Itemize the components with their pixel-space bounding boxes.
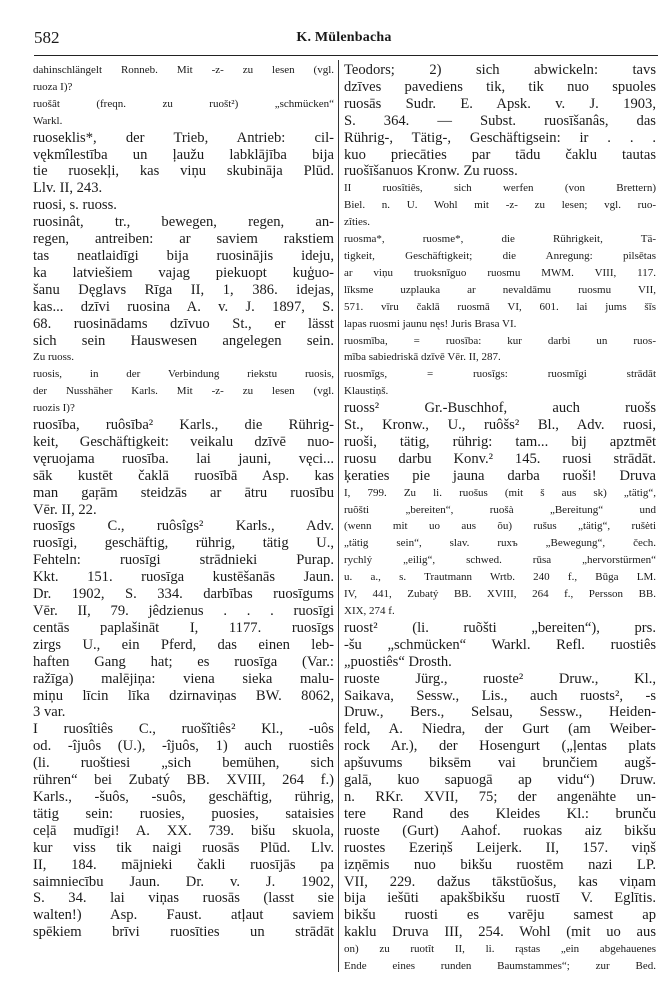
text-line: kur viss tik naigi ruosās Plūd. Llv.	[33, 839, 334, 856]
text-line: tätig sein: ruosies, puosies, sataisies	[33, 805, 334, 822]
text-line: „puostiês“ Drosth.	[344, 653, 452, 670]
text-line: od. -îjuôs (U.), -îjuôs, 1) auch ruostiês	[33, 738, 334, 755]
text-line: S. 34. lai viņas ruosās (lasst sie	[33, 890, 334, 907]
text-line: ruozis I)?	[33, 402, 75, 415]
text-line: ar viņu truoksnīguo ruosmu MWM. VIII, 117.	[344, 266, 656, 279]
text-line: līksme uzplauka ar nevaldāmu ruosmu VII,	[344, 283, 656, 296]
text-line: galā, kuo sapuogā ap vidu“) Druw.	[344, 772, 656, 789]
text-line: ruosīgi, geschäftig, rührig, tätig U.,	[33, 535, 334, 552]
text-line: tie ruosekļi, kas viņu skubināja Plūd.	[33, 163, 334, 180]
text-line: regen, antreiben: ar saviem rakstiem	[33, 231, 334, 248]
text-line: keit, Geschäftigkeit: veikalu dzīvē nuo-	[33, 433, 334, 450]
text-line: miņu līcin līka dzirnaviņas BW. 8062,	[33, 687, 334, 704]
text-line: kaklu Druva III, 254. Wohl (mit uo aus	[344, 924, 656, 941]
text-line: bikšu ruosti es varēju samest ap	[344, 907, 656, 924]
text-line: Fehteln: ruosīgi strādnieki Purap.	[33, 552, 334, 569]
text-line: ruoza I)?	[33, 80, 73, 93]
text-line: 571. vīru čaklā ruosmā VI, 601. lai jums šīs	[344, 300, 656, 313]
text-line: ruosmība, = ruosība: kur darbi un ruos-	[344, 334, 656, 347]
text-line: haften Gang hat; es ruosīga (Var.:	[33, 653, 334, 670]
text-line: feld, A. Niedra, der Gurt (am Weiber-	[344, 721, 656, 738]
header-rule	[34, 55, 658, 56]
text-line: rock Ar.), der Hosengurt („ļentas plats	[344, 738, 656, 755]
text-line: Karls., -šuôs, -suôs, geschäftig, rührig,	[33, 788, 334, 805]
text-line: on) zu ruotît II, li. rąstas „ein abgehauenes	[344, 943, 656, 956]
text-line: ruoss² Gr.-Buschhof, auch ruošs	[344, 400, 656, 417]
text-line: man gaŗām steidzās ar ātru ruosību	[33, 484, 334, 501]
text-line: walten!) Asp. Faust. atļaut saviem	[33, 907, 334, 924]
text-line: ruõšti „bereiten“, ruošà „Bereitung“ und	[344, 503, 656, 516]
text-line: ražīga) malējiņa: viena sieka malu-	[33, 670, 334, 687]
left-column	[33, 62, 334, 941]
text-line: šanu Dęglavs Rīga II, 1, 386. idejas,	[33, 281, 334, 298]
text-line: izņēmis nuo bikšu ruostēm nazi LP.	[344, 856, 656, 873]
text-line: ruosis, in der Verbindung riekstu ruosis,	[33, 368, 334, 381]
text-line: ruoste (Gurt) Aahof. ruokas aiz bikšu	[344, 822, 656, 839]
text-line: zirgs U., ein Pferd, das einen leb-	[33, 636, 334, 653]
column-divider	[338, 60, 339, 972]
text-line: ruost² (li. ruõšti „bereiten“), prs.	[344, 619, 656, 636]
text-line: II ruosîtiês, sich werfen (von Brettern)	[344, 182, 656, 195]
text-line: rühren“ bei Zubatý BB. XVIII, 264 f.)	[33, 772, 334, 789]
text-line: Biel. n. U. Wohl mit -z- zu lesen; vgl. ruo-	[344, 199, 656, 212]
text-line: zîties.	[344, 216, 370, 229]
text-line: Ende eines runden Baumstammes“; zur Bed.	[344, 960, 656, 973]
text-line: kuo priecāties par tādu čaklu tautas	[344, 146, 656, 163]
text-line: ruostes Ezeriņš Leijerk. II, 157. viņš	[344, 839, 656, 856]
text-line: kas... dzīvi ruosina A. v. J. 1897, S.	[33, 298, 334, 315]
text-line: ruošât (freqn. zu ruošt²) „schmücken“	[33, 97, 334, 110]
page-header	[34, 28, 654, 52]
text-line: Warkl.	[33, 114, 63, 127]
text-line: dahinschlängelt Ronneb. Mit -z- zu lesen (vgl.	[33, 64, 334, 76]
text-line: ceļā mudīgi! A. XX. 739. bišu skuola,	[33, 822, 334, 839]
text-line: ruosīgs C., ruôsîgs² Karls., Adv.	[33, 518, 334, 535]
text-line: I ruosîtiês C., ruošîtiês² Kl., -uôs	[33, 721, 334, 738]
text-line: ruosmīgs, = ruosīgs: ruosmīgi strādāt	[344, 368, 656, 381]
running-title: K. Mülenbacha	[296, 30, 392, 45]
text-line: n. RKr. XVII, 75; der angenähte un-	[344, 788, 656, 805]
text-line: dzīves pavediens tik, tik nuo spuoles	[344, 78, 656, 95]
right-column	[344, 62, 656, 975]
text-line: vęruojama ruosība. lai jauni, vęci...	[33, 450, 334, 467]
text-line: ruosība, ruôsība² Karls., die Rührig-	[33, 417, 334, 434]
text-line: ruosi, s. ruoss.	[33, 197, 117, 214]
text-line: sich sein Hauswesen angelegen sein.	[33, 332, 334, 349]
text-line: tas neatlaidīgi bija ruosinājis ideju,	[33, 247, 334, 264]
text-line: tigkeit, Geschäftigkeit; die Anregung: pilsētas	[344, 249, 656, 262]
text-line: Druw., Bers., Selsau, Sessw., Heiden-	[344, 704, 656, 721]
text-line: 3 var.	[33, 704, 66, 721]
text-line: Kkt. 151. ruosīga kustēšanās Jaun.	[33, 569, 334, 586]
text-line: Klaustiņš.	[344, 385, 389, 398]
text-line: tere Rand des Kleides Kl.: brunču	[344, 805, 656, 822]
text-line: lapas ruosmi jaunu nęs! Juris Brasa VI.	[344, 317, 517, 330]
page-number: 582	[34, 28, 60, 47]
text-line: centās paplašināt I, 1177. ruosīgs	[33, 619, 334, 636]
text-line: VII, 229. dažus tākstūošus, kas viņam	[344, 873, 656, 890]
text-line: 68. ruosinādams dzīvuo St., er lässt	[33, 315, 334, 332]
text-line: Teodors; 2) sich abwickeln: tavs	[344, 62, 656, 78]
text-line: saimniecību Jaun. Dr. v. J. 1902,	[33, 873, 334, 890]
text-line: Vēr. II, 22.	[33, 501, 97, 518]
text-line: (wenn mit uo aus õu) rušus „tätig“, rušėti	[344, 520, 656, 533]
text-line: Zu ruoss.	[33, 351, 74, 364]
text-line: XIX, 274 f.	[344, 605, 395, 617]
text-line: der Nusshäher Karls. Mit -z- zu lesen (vgl.	[33, 385, 334, 398]
text-line: vękmîlestība un ļaužu labklājība bija	[33, 146, 334, 163]
text-line: ruosinât, tr., bewegen, regen, an-	[33, 214, 334, 231]
text-line: II, 184. mājnieki čakli ruosījās pa	[33, 856, 334, 873]
text-line: Rührig-, Tätig-, Geschäftigsein: ir . . .	[344, 129, 656, 146]
text-line: ruoste Jürg., ruoste² Druw., Kl.,	[344, 670, 656, 687]
text-line: S. 364. — Subst. ruosīšanâs, das	[344, 112, 656, 129]
text-line: u. a., s. Trautmann Wrtb. 240 f., Būga LM.	[344, 571, 656, 584]
text-line: bija iešūti apakšbikšu ruostī V. Eglītis.	[344, 890, 656, 907]
text-line: apšuvums biksēm vai brunčiem augš-	[344, 755, 656, 772]
text-line: rychlý „eilig“, schwed. rūsa „hervorstürmen“	[344, 554, 656, 567]
text-line: ruoši, tätig, rührig: tam... bij apztmēt	[344, 433, 656, 450]
text-line: ķeraties pie jauna darba ruoši! Druva	[344, 467, 656, 484]
text-line: spēkiem brīvi ruosīties un strādāt	[33, 924, 334, 941]
text-line: sāk kustēt čaklā ruosībā Asp. kas	[33, 467, 334, 484]
text-line: (li. ruoštiesi „sich bemühen, sich	[33, 755, 334, 772]
text-line: -šu „schmücken“ Warkl. Refl. ruostiês	[344, 636, 656, 653]
text-line: ruosās Sudr. E. Apsk. v. J. 1903,	[344, 95, 656, 112]
text-line: ka latviešiem vajag piekuopt kuģuo-	[33, 264, 334, 281]
text-line: ruoseklis*, der Trieb, Antrieb: cil-	[33, 129, 334, 146]
text-line: Vēr. II, 79. jêdzienus . . . ruosīgi	[33, 603, 334, 619]
text-line: Llv. II, 243.	[33, 180, 103, 197]
text-line: ruošīšanuos Kronw. Zu ruoss.	[344, 163, 518, 180]
text-line: I, 799. Zu li. ruošus (mit š aus sk) „tätig“,	[344, 486, 656, 499]
text-line: Saikava, Sessw., Lis., auch ruosts², -s	[344, 687, 656, 704]
text-line: „tätig sein“, slav. ruxъ „Bewegung“, čech.	[344, 537, 656, 550]
text-line: St., Kronw., U., ruôšs² Bl., Adv. ruosi,	[344, 417, 656, 434]
text-line: mība sabiedriskā dzīvē Vēr. II, 287.	[344, 351, 501, 364]
text-line: ruosma*, ruosme*, die Rührigkeit, Tä-	[344, 233, 656, 246]
text-line: ruosu darbu Konv.² 145. ruosi strādāt.	[344, 450, 656, 467]
text-line: IV, 441, Zubatý BB. XVIII, 264 f., Persson BB.	[344, 588, 656, 601]
text-line: Dr. 1902, S. 334. darbības ruosīgums	[33, 586, 334, 603]
